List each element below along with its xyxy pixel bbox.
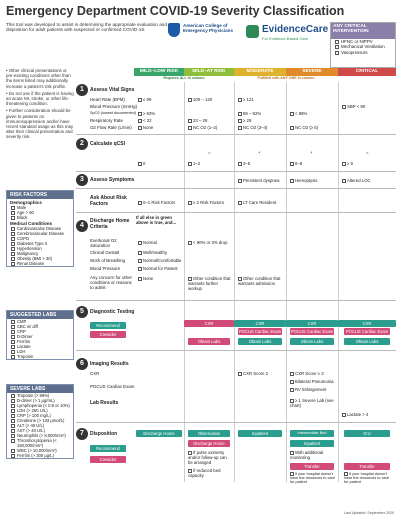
lab-item[interactable]: CMP	[7, 319, 73, 324]
vital-cell[interactable]: 89 – 92%	[238, 111, 261, 116]
lab-results-label: Lab Results	[90, 400, 119, 406]
recommend-tag: Recommend	[90, 322, 126, 329]
any-critical-item[interactable]: Mechanical Ventilation	[331, 44, 395, 49]
acep-logo	[168, 21, 238, 45]
any-critical-box	[330, 22, 396, 68]
step-6-badge: 6	[76, 358, 88, 370]
disposition-mild: Discharge Home	[136, 430, 182, 437]
risk-factor-item[interactable]: Male	[7, 205, 73, 210]
discharge-cell[interactable]: Normal	[138, 240, 157, 245]
step-1-label: Assess Vital Signs	[90, 87, 135, 93]
checkbox-icon[interactable]	[335, 45, 339, 49]
lab-item[interactable]: Ferritin	[7, 339, 73, 344]
risk-factors-header: RISK FACTORS	[7, 191, 73, 199]
severe-labs-panel	[6, 384, 74, 459]
vital-row-label: Blood Pressure (mmHg)	[90, 104, 138, 109]
imaging-row-label: CXR	[90, 371, 100, 376]
discharge-intro: If all else in green above is true, and...	[136, 215, 177, 225]
vital-cell[interactable]: ≥ 29	[238, 118, 251, 123]
vital-cell[interactable]: NC O2 (1–2)	[188, 125, 217, 130]
vital-cell[interactable]: ≥ 121	[238, 97, 254, 102]
any-critical-item[interactable]: Vasopressors	[331, 50, 395, 55]
consider-tag: Consider	[90, 456, 126, 463]
qcsi-op: =	[208, 150, 211, 155]
vital-cell[interactable]: SBP < 90	[342, 104, 365, 109]
note-item: • Further consideration should be given to patients on immunosuppression and/or have recent standard usage as this may alter their clinical presentation and severity risk.	[6, 108, 74, 140]
subhead-moderate: Fulfilled with ANY ONE in column	[257, 76, 315, 80]
suggested-labs-panel	[6, 310, 74, 360]
col-header-severe: SEVERE	[286, 68, 338, 76]
discharge-cell[interactable]: Well/Healthy	[138, 250, 167, 255]
lab-item[interactable]: Troponin	[7, 354, 73, 359]
vital-row-label: O2 Flow Rate (L/min)	[90, 125, 132, 130]
risk-factor-item[interactable]: Cerebrovascular Disease	[7, 231, 73, 236]
step-4-label: Ask About Risk Factors	[90, 195, 127, 207]
discharge-row-label: Work of Breathing	[90, 258, 126, 263]
evidencecare-logo	[246, 22, 329, 44]
risk-factors-panel	[6, 190, 74, 267]
demographics-label: Demographics	[10, 200, 42, 205]
step-3-label: Assess Symptoms	[90, 177, 135, 183]
discharge-cell[interactable]: Other condition that warrants further workup	[188, 276, 231, 291]
pocus-pill: POCUS Cardiac Exam	[290, 329, 334, 334]
note-item: • Do not use if the patient is having an acute MI, stroke, or other life-threatening condition.	[6, 90, 74, 107]
discharge-row-label: Any concern for other conditions or reasons to admit	[90, 275, 132, 290]
discharge-row-label: Exertional O2 Saturation	[90, 238, 117, 248]
qcsi-cell[interactable]: ≥ 9	[342, 161, 353, 166]
vital-cell[interactable]: NC O2 (≥ 5)	[290, 125, 318, 130]
intro-text: This tool was developed to assist in determining the appropriate evaluation and disposition for adult patients with suspected or confirmed COVID-19.	[6, 22, 167, 33]
step-4b-label: Discharge Home Criteria	[90, 218, 130, 230]
lab-item[interactable]: LDH	[7, 349, 73, 354]
severe-lab-item[interactable]: LDH (> 250 U/L)	[7, 408, 73, 413]
qcsi-op: +	[310, 150, 313, 155]
labs-pill: Obtain Labs	[238, 338, 282, 345]
notes-list	[6, 68, 74, 142]
cxr-recommend-pill: CXR	[234, 320, 286, 327]
pocus-pill: POCUS Cardiac Exam	[238, 329, 282, 334]
evidencecare-mark-icon	[246, 25, 259, 38]
labs-pill: Obtain Labs	[344, 338, 390, 345]
imaging-cell[interactable]: RV Enlargement	[290, 387, 326, 392]
medical-label: Medical Conditions	[10, 221, 53, 226]
disposition-observation: Observation	[188, 430, 230, 437]
step-4b-badge: 4	[76, 220, 88, 232]
discharge-cell[interactable]: None	[138, 276, 153, 281]
risk-factor-item[interactable]: Age > 60	[7, 210, 73, 215]
severe-lab-item[interactable]: AST (> 40 U/L)	[7, 428, 73, 433]
disposition-discharge: Discharge Home	[188, 440, 230, 447]
disposition-inpatient: Inpatient	[238, 430, 282, 437]
disposition-inpatient-severe: Inpatient	[290, 440, 334, 447]
step-1-badge: 1	[76, 84, 88, 96]
severe-lab-item[interactable]: CRP (> 100 mg/L)	[7, 413, 73, 418]
risk-factor-item[interactable]: COPD	[7, 236, 73, 241]
qcsi-cell[interactable]: 3–5	[238, 161, 250, 166]
vital-cell[interactable]: 100 – 120	[188, 97, 212, 102]
vital-row-label: SpO2 (lowest documented)	[90, 111, 137, 115]
symptom-cell[interactable]: Altered LOC	[342, 178, 371, 183]
vital-cell[interactable]: NC O2 (3–4)	[238, 125, 267, 130]
consider-tag: Consider	[90, 331, 126, 338]
risk-factor-item[interactable]: Renal Disease	[7, 261, 73, 266]
symptom-cell[interactable]: Persistent dyspnea	[238, 178, 280, 183]
step-5-label: Diagnostic Testing	[90, 309, 135, 315]
recommend-tag: Recommend	[90, 445, 126, 452]
suggested-labs-header: SUGGESTED LABS	[7, 311, 73, 319]
checkbox-icon[interactable]	[335, 40, 339, 44]
severe-lab-item[interactable]: Lymphopenia (< 0.8 or 10%)	[7, 403, 73, 408]
severe-labs-header: SEVERE LABS	[7, 385, 73, 393]
lab-result-cell[interactable]: ≥ 1 Severe Lab (see chart)	[290, 398, 334, 408]
evidencecare-tagline: For Evidence-Based Care	[262, 36, 309, 41]
step-7-badge: 7	[76, 428, 88, 440]
any-critical-header: ANY CRITICAL INTERVENTION	[331, 23, 395, 39]
qcsi-cell[interactable]: 6–8	[290, 161, 302, 166]
vital-cell[interactable]: 23 – 28	[188, 118, 207, 123]
discharge-row-label: Blood Pressure	[90, 266, 121, 271]
step-7-label: Disposition	[90, 431, 118, 437]
imaging-cell[interactable]: CXR Score ≥ 3	[290, 371, 324, 376]
any-critical-item[interactable]: HFNC or NIPPV	[331, 39, 395, 44]
lab-item[interactable]: CRP	[7, 329, 73, 334]
discharge-cell[interactable]: Normal/Comfortable	[138, 258, 181, 263]
cxr-recommend-pill: CXR	[286, 320, 338, 327]
severe-lab-item[interactable]: Thrombocytopenia (< 150,000/mm³)	[7, 438, 73, 448]
disposition-transfer: Transfer	[290, 463, 334, 470]
col-header-mild-low: MILD–LOW RISK	[134, 68, 184, 76]
step-2-badge: 2	[76, 138, 88, 150]
pocus-pill: POCUS Cardiac Exam	[345, 329, 389, 334]
col-header-mild-at-risk: MILD–AT RISK	[184, 68, 234, 76]
severe-lab-item[interactable]: Troponin (> 99%)	[7, 393, 73, 398]
step-2-label: Calculate qCSI	[90, 141, 126, 147]
cxr-recommend-pill: CXR	[338, 320, 396, 327]
lab-item[interactable]: CBC w/ diff	[7, 324, 73, 329]
disposition-note[interactable]: If reduced bed capacity	[188, 468, 221, 478]
disposition-intermediate: Intermediate Bed	[290, 430, 334, 437]
vital-cell[interactable]: < 22	[138, 118, 151, 123]
severe-lab-item[interactable]: ALT (> 40 U/L)	[7, 423, 73, 428]
qcsi-cell[interactable]: 1–2	[188, 161, 200, 166]
col-header-moderate: MODERATE	[234, 68, 286, 76]
lab-item[interactable]: D-Dimer	[7, 334, 73, 339]
qcsi-op: =	[366, 150, 369, 155]
vital-cell[interactable]: ≥ 93%	[138, 111, 155, 116]
risk-cell[interactable]: ≥ 2 Risk Factors	[188, 200, 224, 205]
disposition-note[interactable]: If pulse oximetry and/or follow-up can be arranged	[188, 450, 227, 465]
severe-lab-item[interactable]: Creatinine (> 133 μmol/L)	[7, 418, 73, 423]
risk-factor-item[interactable]: Cardiovascular Disease	[7, 226, 73, 231]
imaging-row-label: POCUS Cardiac Exam	[90, 384, 135, 389]
qcsi-cell[interactable]: 0	[138, 161, 145, 166]
risk-factor-item[interactable]: Black	[7, 215, 73, 220]
step-3-badge: 3	[76, 174, 88, 186]
risk-cell[interactable]: 0–1 Risk Factors	[138, 200, 175, 205]
disposition-transfer-critical: Transfer	[344, 463, 390, 470]
imaging-cell[interactable]: Bilateral Pneumonia	[290, 379, 333, 384]
vital-cell[interactable]: < 88%	[290, 111, 307, 116]
note-item: • Other clinical presentations or pre-existing conditions other than the items listed may additionally increase a patient's risk profile.	[6, 68, 71, 89]
vital-row-label: Respiratory Rate	[90, 118, 123, 123]
acep-name: American College of Emergency Physicians	[183, 23, 234, 34]
labs-pill: Obtain Labs	[290, 338, 334, 345]
risk-factor-item[interactable]: Malignancy	[7, 251, 73, 256]
subhead-mild: Requires ALL in column	[163, 76, 205, 80]
risk-factor-item[interactable]: Hypertension	[7, 246, 73, 251]
lab-item[interactable]: Lactate	[7, 344, 73, 349]
severe-lab-item[interactable]: Neutrophils (> 8,000/mm³)	[7, 433, 73, 438]
imaging-cell[interactable]: CXR Score 2	[238, 371, 268, 376]
severe-lab-item[interactable]: D-dimer (> 1 μg/mL)	[7, 398, 73, 403]
discharge-row-label: Clinical Gestalt	[90, 250, 120, 255]
cxr-consider-pill: CXR	[184, 320, 234, 327]
risk-factor-item[interactable]: Diabetes Type II	[7, 241, 73, 246]
severe-lab-item[interactable]: Ferritin (> 300 μg/L)	[7, 453, 73, 458]
disposition-note[interactable]: With additional monitoring	[290, 450, 324, 460]
step-5-badge: 5	[76, 306, 88, 318]
vital-cell[interactable]: ≤ 99	[138, 97, 151, 102]
col-header-critical: CRITICAL	[338, 68, 396, 76]
checkbox-icon[interactable]	[335, 51, 339, 55]
disposition-icu: ICU	[344, 430, 390, 437]
risk-factor-item[interactable]: Obesity (BMI > 30)	[7, 256, 73, 261]
qcsi-op: +	[258, 150, 261, 155]
severe-lab-item[interactable]: WBC (> 10,000/mm³)	[7, 448, 73, 453]
lab-result-cell[interactable]: Lactate > 4	[342, 412, 368, 417]
footer-updated: Last Updated: September 2020	[344, 511, 394, 515]
disposition-note[interactable]: If your hospital doesn't have the resources to care for patient	[344, 472, 389, 484]
labs-pill: Obtain Labs	[188, 338, 230, 345]
vital-row-label: Heart Rate (BPM)	[90, 97, 125, 102]
discharge-cell[interactable]: < 90% or 3% drop	[188, 240, 228, 245]
acep-shield-icon	[168, 23, 180, 37]
risk-cell[interactable]: LT Care Resident	[238, 200, 276, 205]
discharge-cell[interactable]: Normal for Patient	[138, 266, 178, 271]
disposition-note[interactable]: If your hospital doesn't have the resources to care for patient	[290, 472, 335, 484]
evidencecare-name: EvidenceCare	[262, 24, 329, 35]
discharge-cell[interactable]: Other condition that warrants admission	[238, 276, 281, 286]
symptom-cell[interactable]: Hemoptysis	[290, 178, 317, 183]
page-title: Emergency Department COVID-19 Severity Classification	[6, 4, 345, 18]
vital-cell[interactable]: None	[138, 125, 153, 130]
step-6-label: Imaging Results	[90, 361, 129, 367]
